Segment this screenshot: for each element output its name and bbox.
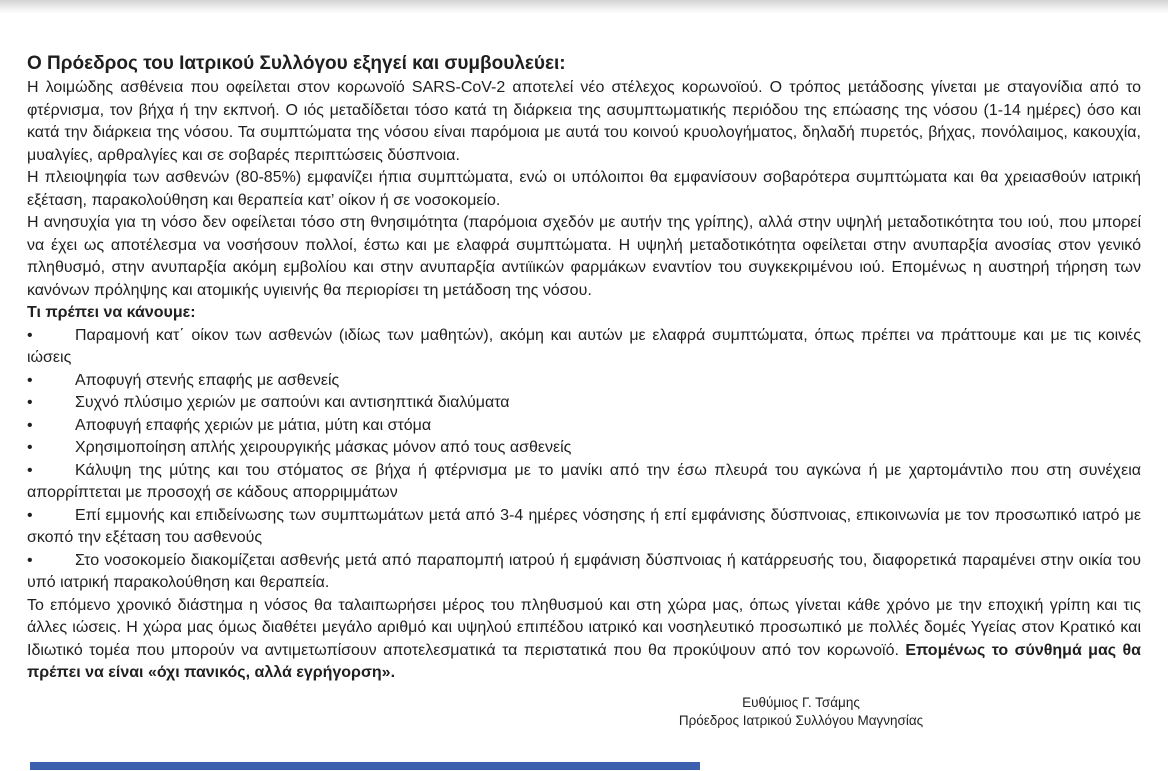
signature-name: Ευθύμιος Γ. Τσάμης bbox=[742, 694, 860, 710]
bullet-text: Κάλυψη της μύτης και του στόματος σε βήχα ή φτέρνισμα με το μανίκι από την έσω πλευρά του αγκώνα ή με χαρτομάντιλο που στη συνέχεια απορρίπτεται με προσοχή σε κάδους απορριμμάτων bbox=[27, 461, 1141, 501]
bullet-text: Αποφυγή στενής επαφής με ασθενείς bbox=[75, 371, 340, 389]
bullet-item-avoid-touching-face bbox=[27, 415, 1141, 438]
closing-slogan: Επομένως το σύνθημά μας θα πρέπει να είναι «όχι πανικός, αλλά εγρήγορση». bbox=[27, 641, 1141, 681]
signature-block bbox=[415, 694, 1168, 730]
top-shadow-gradient bbox=[0, 0, 1168, 14]
intro-paragraph: Η λοιμώδης ασθένεια που οφείλεται στον κορωνοϊό SARS-CoV-2 αποτελεί νέο στέλεχος κορωνοϊού. Ο τρόπος μετάδοσης γίνεται με σταγονίδια από το φτέρνισμα, τον βήχα ή την εκπνοή. Ο ιός μεταδίδεται τόσο κατά τη διάρκεια της ασυμπτωματικής περιόδου της επώασης της νόσου (1-14 ημέρες) όσο και κατά την διάρκεια της νόσου. Τα συμπτώματα της νόσου είναι παρόμοια με αυτά του κοινού κρυολογήματος, δηλαδή πυρετός, βήχας, πονόλαιμος, κακουχία, μυαλγίες, αρθραλγίες και σε σοβαρές περιπτώσεις δύσπνοια. bbox=[27, 79, 1141, 164]
bullet-text: Στο νοσοκομείο διακομίζεται ασθενής μετά από παραπομπή ιατρού ή εμφάνιση δύσπνοιας ή κατάρρευσής του, διαφορετικά παραμένει στην οικία του υπό ιατρική παρακολούθηση και θεραπεία. bbox=[27, 551, 1141, 591]
bullet-icon: • bbox=[27, 551, 33, 569]
bullet-item-wash-hands bbox=[27, 392, 1141, 415]
bullet-icon: • bbox=[27, 506, 33, 524]
bullet-icon: • bbox=[27, 439, 33, 456]
bullet-item-mask-use bbox=[27, 437, 1141, 460]
bullet-item-cover-cough bbox=[27, 460, 1141, 505]
concern-paragraph: Η ανησυχία για τη νόσο δεν οφείλεται τόσο στη θνησιμότητα (παρόμοια σχεδόν με αυτήν της γρίπης), αλλά στην υψηλή μεταδοτικότητα του ιού, που μπορεί να έχει ως αποτέλεσμα να νοσήσουν πολλοί, έστω και με ελαφρά συμπτώματα. Η υψηλή μεταδοτικότητα οφείλεται στην ανυπαρξία ανοσίας στον γενικό πληθυσμό, στην ανυπαρξία ακόμη εμβολίου και στην ανυπαρξία αντιϊικών φαρμάκων εναντίον του συγκεκριμένου ιού. Επομένως η αυστηρή τήρηση των κανόνων πρόληψης και ατομικής υγιεινής θα περιορίσει τη μετάδοση της νόσου. bbox=[27, 214, 1141, 299]
bullet-text: Χρησιμοποίηση απλής χειρουργικής μάσκας μόνον από τους ασθενείς bbox=[75, 439, 572, 456]
majority-paragraph: Η πλειοψηφία των ασθενών (80-85%) εμφανίζει ήπια συμπτώματα, ενώ οι υπόλοιποι θα εμφανίσουν σοβαρότερα συμπτώματα και θα χρειασθούν ιατρική εξέταση, παρακολούθηση και θεραπεία κατ’ οίκον ή σε νοσοκομείο. bbox=[27, 169, 1141, 209]
bullet-item-avoid-contact bbox=[27, 370, 1141, 393]
closing-paragraph bbox=[27, 595, 1141, 685]
bullet-icon: • bbox=[27, 416, 33, 434]
bullet-item-hospital-referral bbox=[27, 550, 1141, 595]
bullet-icon: • bbox=[27, 394, 33, 411]
bullet-icon: • bbox=[27, 371, 33, 389]
signature-role: Πρόεδρος Ιατρικού Συλλόγου Μαγνησίας bbox=[678, 712, 924, 728]
closing-text: Το επόμενο χρονικό διάστημα η νόσος θα ταλαιπωρήσει μέρος του πληθυσμού και στη χώρα μας, όπως γίνεται κάθε χρόνο με την εποχική γρίπη και τις άλλες ιώσεις. Η χώρα μας όμως διαθέτει μεγάλο αριθμό και υψηλού επιπέδου ιατρικό και νοσηλευτικό προσωπικό με πολλές δομές Υγείας στον Κρατικό και Ιδιωτικό τομέα που μπορούν να αντιμετωπίσουν αποτελεσματικά τα περιστατικά που θα προκύψουν από τον κορωνοϊό. bbox=[27, 596, 1141, 659]
bullet-text: Παραμονή κατ΄ οίκον των ασθενών (ιδίως των μαθητών), ακόμη και αυτών με ελαφρά συμπτώματα, όπως πρέπει να πράττουμε και με τις κοινές ιώσεις bbox=[27, 326, 1141, 366]
document-content bbox=[27, 52, 1141, 730]
bullet-item-contact-doctor bbox=[27, 505, 1141, 550]
page-title: Ο Πρόεδρος του Ιατρικού Συλλόγου εξηγεί και συμβουλεύει: bbox=[27, 53, 566, 74]
bullet-icon: • bbox=[27, 461, 33, 479]
bottom-blue-bar bbox=[30, 762, 700, 770]
todo-heading: Τι πρέπει να κάνουμε: bbox=[27, 304, 196, 321]
bullet-text: Επί εμμονής και επιδείνωσης των συμπτωμάτων μετά από 3-4 ημέρες νόσησης ή επί εμφάνισης δύσπνοιας, επικοινωνία με τον προσωπικό ιατρό με σκοπό την εξέταση του ασθενούς bbox=[27, 506, 1141, 546]
bullet-text: Συχνό πλύσιμο χεριών με σαπούνι και αντισηπτικά διαλύματα bbox=[75, 394, 510, 411]
bullet-item-stay-home bbox=[27, 325, 1141, 370]
bullet-icon: • bbox=[27, 326, 33, 344]
bullet-text: Αποφυγή επαφής χεριών με μάτια, μύτη και στόμα bbox=[75, 416, 432, 434]
